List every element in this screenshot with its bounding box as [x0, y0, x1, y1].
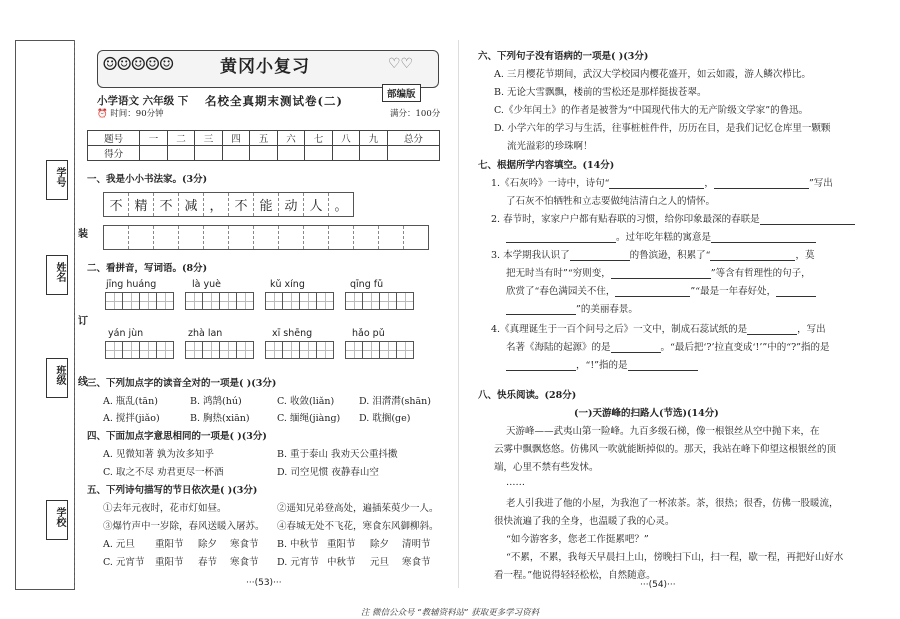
option-text: 春节 [198, 557, 218, 568]
children-illustration-icon: ☺☺☺☺☺ [102, 54, 173, 75]
blank-field[interactable] [760, 224, 855, 225]
school-box [46, 500, 68, 540]
exam-title: 名校全真期末测试卷(二) [205, 94, 343, 108]
poem-line: ③爆竹声中一岁除，春风送暖入屠苏。 [103, 521, 265, 532]
score-input[interactable] [360, 146, 387, 161]
option-text: 流光溢彩的珍珠啊！ [507, 141, 593, 152]
edition-badge: 部编版 [382, 84, 421, 102]
fill-text: 欣赏了“春色满园关不住， [506, 286, 616, 297]
full-score-label: 满分：100分 [390, 109, 441, 119]
fill-text: ”等含有哲理性的句子， [710, 268, 811, 279]
fill-text: ，莫 [795, 250, 815, 261]
calligraphy-model-grid [103, 192, 354, 217]
cut-mark-zhuang: 装 [78, 229, 88, 240]
score-input[interactable] [277, 146, 304, 161]
fill-text: ，写出 [797, 324, 826, 335]
score-input[interactable] [305, 146, 332, 161]
option-text: A. 元旦 [103, 539, 135, 550]
model-char: 。 [334, 199, 348, 214]
writing-box[interactable] [185, 292, 254, 310]
student-id-box [46, 160, 68, 200]
passage-text: 天游峰——武夷山第一险峰。九百多级石梯，像一根银丝从空中抛下来，在 [506, 426, 820, 437]
poem-line: ①去年元夜时，花市灯如昼。 [103, 503, 227, 514]
score-cell: 三 [195, 131, 222, 146]
fill-line [506, 339, 830, 353]
model-char: 不 [104, 193, 129, 216]
model-char: 不 [229, 193, 254, 216]
passage-text: “不累，不累，我每天早晨扫上山，傍晚扫下山，扫一程，歇一程，再把好山好水 [506, 552, 844, 563]
option-text: A. 三月樱花节期间，武汉大学校园内樱花盛开，如云如霞，游人鳞次栉比。 [494, 69, 811, 80]
option-text: B. 重于泰山 我劝天公重抖擞 [277, 449, 398, 460]
writing-box[interactable] [265, 341, 334, 359]
option-text: 重阳节 [155, 539, 184, 550]
fill-text: 把无时当有时”“穷则变， [506, 268, 611, 279]
score-input[interactable] [222, 146, 249, 161]
writing-box[interactable] [345, 341, 414, 359]
blank-field[interactable] [609, 188, 704, 189]
option-text: D. 泪潸潸(shān) [359, 396, 432, 407]
option-text: B. 胸热(xiān) [190, 413, 250, 424]
pinyin-prompt: là yuè [192, 279, 221, 290]
cut-mark-ding: 订 [78, 316, 88, 327]
passage-title: (一)天游峰的扫路人(节选)(14分) [574, 408, 719, 419]
blank-field[interactable] [711, 242, 816, 243]
score-cell: 四 [222, 131, 249, 146]
option-text: 寒食节 [230, 557, 259, 568]
fill-text: 3. 本学期我认识了 [491, 250, 570, 261]
score-value-row [88, 146, 440, 161]
writing-box[interactable] [185, 341, 254, 359]
fill-text: 了石灰不怕牺牲和立志要做纯洁清白之人的情怀。 [506, 196, 716, 207]
option-text: C.《少年闰土》的作者是被誉为“中国现代伟大的无产阶级文学家”的鲁迅。 [494, 105, 809, 116]
blank-field[interactable] [611, 278, 711, 279]
score-cell: 五 [250, 131, 277, 146]
blank-field[interactable] [506, 314, 576, 315]
option-text: 寒食节 [230, 539, 259, 550]
blank-field[interactable] [615, 296, 690, 297]
fill-line: 1.《石灰吟》一诗中，诗句“ ， ”写出 [491, 178, 833, 189]
score-header-row [88, 131, 440, 146]
score-cell: 一 [140, 131, 167, 146]
footer-note: 注 微信公众号 “教辅资料站” 获取更多学习资料 [360, 608, 540, 618]
blank-field[interactable] [747, 334, 797, 335]
page-divider [458, 40, 459, 588]
time-text: 时间：90分钟 [110, 109, 164, 119]
score-input[interactable] [140, 146, 167, 161]
fill-line [491, 247, 814, 261]
writing-box[interactable] [105, 292, 174, 310]
passage-text: 云雾中飘飘悠悠。仿佛风一吹就能断掉似的。那天，我站在峰下仰望这根银丝的顶 [494, 444, 837, 455]
score-cell: 六 [277, 131, 304, 146]
pinyin-prompt: xī shēng [272, 328, 313, 339]
fill-line [506, 229, 816, 243]
option-text: D. 耽搁(ge) [359, 413, 411, 424]
balloon-icon: ♡♡ [388, 56, 414, 72]
option-text: B. 中秋节 [277, 539, 319, 550]
poem-line: ②遥知兄弟登高处，遍插茱萸少一人。 [277, 503, 439, 514]
score-table [87, 130, 440, 161]
model-char: 精 [129, 193, 154, 216]
option-text: A. 见微知著 孰为汝多知乎 [103, 449, 214, 460]
page-number-right: ···(54)··· [640, 580, 676, 590]
passage-text: 老人引我进了他的小屋，为我泡了一杯浓茶。茶，很热；很香，仿佛一股暖流， [506, 498, 839, 509]
name-box [46, 255, 68, 295]
option-text: 元旦 [370, 557, 390, 568]
pinyin-prompt: jīng huáng [106, 279, 157, 290]
passage-text: 看一程。”他说得轻轻松松，自然随意。 [494, 570, 656, 581]
q4-title: 四、下面加点字意思相同的一项是( )(3分) [87, 431, 267, 442]
option-text: D. 小学六年的学习与生活，往事桩桩件件，历历在目，是我们记忆仓库里一颗颗 [494, 123, 831, 134]
model-char: ， [204, 193, 229, 216]
name-label: 姓名 [54, 262, 65, 282]
option-text: C. 缅绳(jiàng) [277, 413, 341, 424]
passage-text: 很快流遍了我的全身，也温暖了我的心灵。 [494, 516, 675, 527]
fill-line [506, 265, 811, 279]
option-text: 重阳节 [327, 539, 356, 550]
blank-field[interactable] [714, 188, 809, 189]
fill-text: 2. 春节时，家家户户都有贴春联的习惯，给你印象最深的春联是 [491, 214, 760, 225]
passage-text: “如今游客多，您老工作挺累吧？” [506, 534, 649, 545]
fill-text: 。过年吃年糕的寓意是 [616, 232, 712, 243]
writing-box[interactable] [105, 341, 174, 359]
page-number-left: ···(53)··· [246, 578, 282, 588]
q1-title: 一、我是小小书法家。(3分) [87, 174, 208, 185]
model-char: 减 [179, 193, 204, 216]
score-cell: 总分 [387, 131, 439, 146]
q5-title: 五、下列诗句描写的节日依次是( )(3分) [87, 485, 258, 496]
q8-title: 八、快乐阅读。(28分) [478, 390, 577, 401]
q3-title: 三、下列加点字的读音全对的一项是( )(3分) [87, 378, 277, 389]
pinyin-prompt: zhà lan [188, 328, 223, 339]
option-text: 除夕 [370, 539, 390, 550]
score-input[interactable] [250, 146, 277, 161]
fill-text: 4.《真理诞生于一百个问号之后》一文中，制成石蕊试纸的是 [491, 324, 748, 335]
fill-text: 。“最后把‘?’拉直变成‘!’”中的“?”指的是 [660, 342, 830, 353]
class-box [46, 358, 68, 398]
model-char: 人 [304, 193, 329, 216]
fill-text: 名著《海陆的起源》的是 [506, 342, 611, 353]
option-text: 中秋节 [327, 557, 356, 568]
score-cell: 七 [305, 131, 332, 146]
score-input[interactable] [167, 146, 194, 161]
pinyin-prompt: qīng fǔ [350, 279, 384, 290]
score-cell: 得分 [88, 146, 140, 161]
fill-text: 1.《石灰吟》一诗中，诗句“ [491, 178, 610, 189]
page-number-text: 53 [258, 578, 270, 588]
fill-text: 的鲁滨逊，积累了“ [629, 250, 711, 261]
poem-line: ④春城无处不飞花，寒食东风御柳斜。 [277, 521, 439, 532]
subject-label: 小学语文 六年级 下 [97, 95, 189, 107]
fill-line [506, 357, 698, 371]
option-text: C. 元宵节 [103, 557, 145, 568]
model-char: 不 [154, 193, 179, 216]
option-text: B. 无论大雪飘飘，楼前的雪松还是那样挺拔苍翠。 [494, 87, 707, 98]
brand-title: 黄冈小复习 [220, 57, 310, 77]
q2-title: 二、看拼音，写词语。(8分) [87, 263, 208, 274]
fill-line [491, 321, 826, 335]
student-id-label: 学号 [54, 167, 65, 187]
score-input[interactable] [195, 146, 222, 161]
writing-box[interactable] [265, 292, 334, 310]
blank-field[interactable] [506, 242, 616, 243]
fill-line [506, 283, 816, 297]
writing-box[interactable] [345, 292, 414, 310]
pinyin-prompt: kǔ xíng [270, 279, 305, 290]
passage-text: 端，心里不禁有些发怵。 [494, 462, 599, 473]
score-input[interactable] [332, 146, 359, 161]
fill-line [491, 211, 855, 225]
q6-title: 六、下列句子没有语病的一项是( )(3分) [478, 51, 649, 62]
blank-field[interactable] [776, 296, 816, 297]
score-cell: 二 [167, 131, 194, 146]
fill-text: ，“!”指的是 [576, 360, 628, 371]
option-text: 重阳节 [155, 557, 184, 568]
pinyin-prompt: hǎo pǔ [352, 328, 385, 339]
cut-line [74, 40, 75, 588]
class-label: 班级 [54, 365, 65, 385]
time-label: ⏰ 时间：90分钟 [97, 109, 164, 119]
blank-field[interactable] [506, 370, 576, 371]
page-number-text: 54 [652, 580, 664, 590]
option-text: D. 司空见惯 夜静春山空 [277, 467, 379, 478]
option-text: A. 瓶乱(tān) [103, 396, 158, 407]
option-text: A. 搅拌(jiǎo) [103, 413, 160, 424]
option-text: D. 元宵节 [277, 557, 319, 568]
blank-field[interactable] [710, 260, 795, 261]
school-label: 学校 [54, 507, 65, 527]
option-text: C. 取之不尽 劝君更尽一杯酒 [103, 467, 224, 478]
option-text: 寒食节 [402, 557, 431, 568]
score-input[interactable] [387, 146, 439, 161]
blank-field[interactable] [628, 370, 698, 371]
model-char: 动 [279, 193, 304, 216]
fill-line [506, 301, 638, 315]
score-cell: 八 [332, 131, 359, 146]
calligraphy-writing-grid[interactable] [103, 225, 429, 250]
score-cell: 九 [360, 131, 387, 146]
option-text: 除夕 [198, 539, 218, 550]
blank-field[interactable] [611, 352, 661, 353]
q7-title: 七、根据所学内容填空。(14分) [478, 160, 615, 171]
pinyin-prompt: yán jùn [108, 328, 144, 339]
fill-text: ”的美丽春景。 [576, 304, 638, 315]
blank-field[interactable] [570, 260, 630, 261]
score-cell: 题号 [88, 131, 140, 146]
option-text: C. 收敛(liǎn) [277, 396, 335, 407]
cut-mark-xian: 线 [78, 377, 88, 388]
option-text: B. 鸿鹄(hú) [190, 396, 242, 407]
fill-text: ”“最是一年春好处， [690, 286, 777, 297]
option-text: 清明节 [402, 539, 431, 550]
passage-text: …… [506, 477, 525, 488]
model-char: 能 [254, 193, 279, 216]
fill-text: ”写出 [808, 178, 833, 189]
